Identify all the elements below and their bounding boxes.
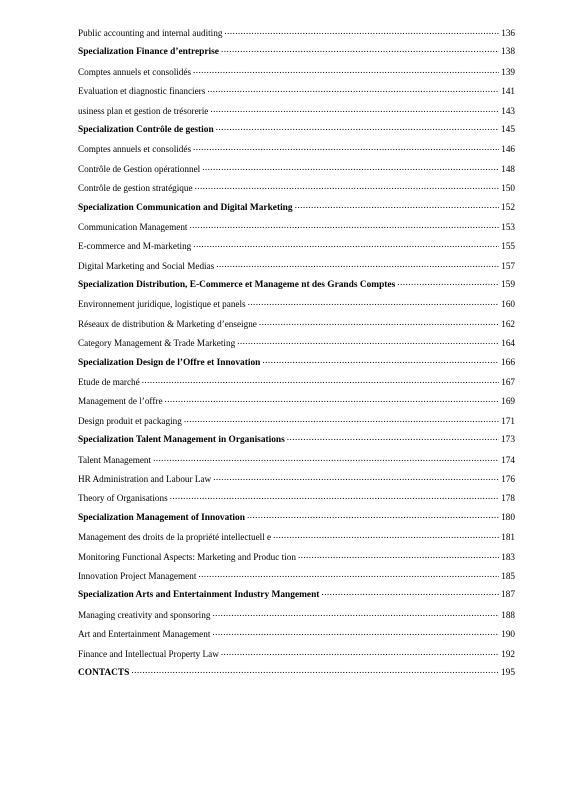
toc-page-number: 176 [501,473,515,484]
toc-dot-leader [198,565,499,584]
toc-dot-leader [259,313,499,332]
toc-dot-leader [213,468,499,487]
table-of-contents [78,24,515,683]
toc-entry-label: Finance and Intellectual Property Law [78,648,219,659]
toc-entry-label: Specialization Finance d’entreprise [78,47,219,58]
toc-page-number: 139 [501,66,515,77]
toc-entry-label: Management des droits de la propriété intellectuell e [78,532,272,543]
toc-page-number: 153 [501,221,515,232]
toc-page-number: 146 [501,144,515,155]
toc-dot-leader [170,487,499,506]
toc-dot-leader [216,119,499,138]
toc-entry-label: Monitoring Functional Aspects: Marketing and Produc tion [78,551,296,562]
toc-page-number: 157 [501,260,515,271]
toc-entry-label: Art and Entertainment Management [78,629,211,640]
toc-page-number: 192 [501,648,515,659]
toc-dot-leader [212,604,499,623]
toc-dot-leader [195,177,499,196]
toc-page-number: 143 [501,105,515,116]
toc-entry-label: Specialization Contrôle de gestion [78,124,214,135]
toc-page-number: 160 [501,299,515,310]
toc-entry-label: Specialization Talent Management in Organisations [78,435,285,446]
toc-dot-leader [262,352,499,371]
toc-entry-label: Specialization Management of Innovation [78,512,245,523]
toc-dot-leader [397,274,499,293]
toc-section-heading[interactable] [78,664,515,683]
toc-page-number: 155 [501,241,515,252]
toc-entry-label: Public accounting and internal auditing [78,28,223,38]
toc-page-number: 145 [500,124,515,135]
toc-entry-label: Specialization Distribution, E-Commerce et Manageme nt des Grands Comptes [78,280,396,291]
toc-page-number: 152 [500,202,515,213]
toc-entry-label: Comptes annuels et consolidés [78,66,192,77]
toc-dot-leader [202,158,499,177]
toc-dot-leader [131,662,499,681]
toc-page-number: 136 [501,28,515,38]
toc-page-number: 141 [501,86,515,97]
toc-entry-label: Talent Management [78,454,152,465]
toc-entry-label: CONTACTS [78,667,130,678]
toc-dot-leader [184,410,499,429]
toc-dot-leader [237,332,499,351]
toc-page-number: 180 [500,512,515,523]
toc-entry-label: Management de l’offre [78,396,163,407]
toc-entry-label: Specialization Communication and Digital Marketing [78,202,293,213]
toc-dot-leader [224,22,499,41]
toc-dot-leader [207,80,499,99]
toc-dot-leader [142,371,499,390]
toc-page-number: 171 [501,415,515,426]
toc-page-number: 159 [500,280,515,291]
toc-dot-leader [193,235,499,254]
toc-dot-leader [221,643,499,662]
toc-dot-leader [189,216,499,235]
toc-dot-leader [298,546,499,565]
toc-dot-leader [216,255,499,274]
toc-dot-leader [321,584,499,603]
toc-entry-label: Evaluation et diagnostic financiers [78,86,206,97]
toc-entry-label: Digital Marketing and Social Medias [78,260,215,271]
toc-dot-leader [221,41,499,60]
toc-dot-leader [210,100,499,119]
toc-entry-label: Comptes annuels et consolidés [78,144,192,155]
toc-entry-label: E-commerce and M-marketing [78,241,192,252]
toc-dot-leader [153,449,499,468]
toc-dot-leader [212,623,499,642]
toc-entry-label: Communication Management [78,221,188,232]
toc-entry-label: Contrôle de gestion stratégique [78,183,193,194]
toc-entry-label: Contrôle de Gestion opérationnel [78,163,201,174]
toc-entry-label: Design produit et packaging [78,415,182,426]
toc-entry-label: Specialization Arts and Entertainment Industry Mangement [78,590,320,601]
toc-page-number: 173 [500,435,515,446]
toc-page-number: 164 [501,338,515,349]
toc-entry-label: Category Management & Trade Marketing [78,338,236,349]
toc-page-number: 166 [500,357,515,368]
toc-dot-leader [273,526,499,545]
toc-page-number: 183 [501,551,515,562]
toc-dot-leader [248,293,499,312]
toc-dot-leader [193,61,499,80]
toc-dot-leader [287,429,499,448]
toc-page-number: 178 [501,493,515,504]
toc-entry-label: Etude de marché [78,377,140,388]
toc-entry-label: usiness plan et gestion de trésorerie [78,105,209,116]
toc-entry-label: HR Administration and Labour Law [78,473,212,484]
toc-page-number: 167 [501,377,515,388]
toc-page-number: 148 [501,163,515,174]
toc-page-number: 188 [501,609,515,620]
toc-page-number: 195 [500,667,515,678]
toc-page-number: 138 [500,47,515,58]
toc-page-number: 181 [501,532,515,543]
toc-dot-leader [165,390,499,409]
toc-dot-leader [247,507,499,526]
toc-page-number: 190 [501,629,515,640]
toc-page-number: 169 [501,396,515,407]
toc-dot-leader [193,138,499,157]
toc-entry-label: Innovation Project Management [78,570,197,581]
toc-page-number: 185 [501,570,515,581]
toc-entry-label: Theory of Organisations [78,493,168,504]
toc-page-number: 162 [501,318,515,329]
toc-page-number: 150 [501,183,515,194]
toc-page-number: 187 [500,590,515,601]
toc-entry-label: Environnement juridique, logistique et panels [78,299,246,310]
toc-page-number: 174 [501,454,515,465]
toc-dot-leader [295,197,499,216]
toc-entry-label: Managing creativity and sponsoring [78,609,211,620]
toc-entry-label: Specialization Design de l’Offre et Innovation [78,357,261,368]
toc-entry-label: Réseaux de distribution & Marketing d’enseigne [78,318,257,329]
